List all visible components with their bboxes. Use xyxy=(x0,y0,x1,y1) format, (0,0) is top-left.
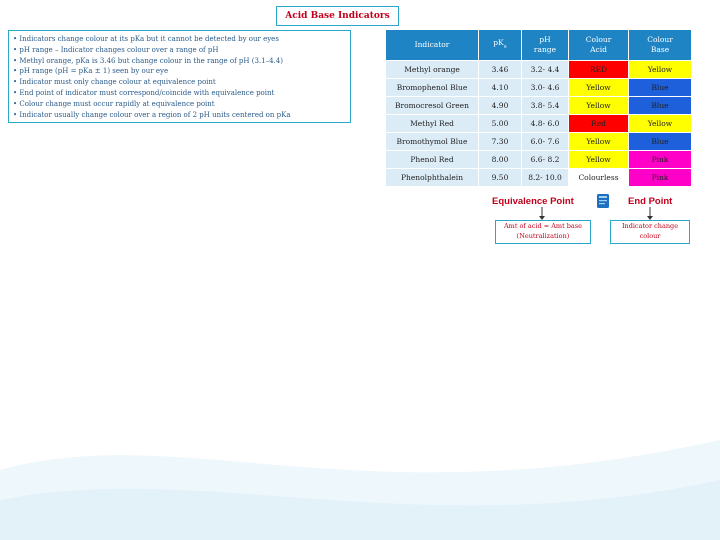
table-header-row xyxy=(386,30,692,61)
ph-range-cell: 3.0- 4.6 xyxy=(522,79,569,97)
pka-cell: 4.90 xyxy=(479,97,522,115)
colour-base-cell: Yellow xyxy=(629,115,692,133)
indicator-name-cell: Phenolphthalein xyxy=(386,169,479,187)
table-row xyxy=(386,61,692,79)
colour-acid-cell: RED xyxy=(569,61,629,79)
bullet-list-box xyxy=(8,30,351,123)
bullet-item: • Indicator must only change colour at equivalence point xyxy=(13,77,346,88)
table-row xyxy=(386,97,692,115)
indicator-name-cell: Phenol Red xyxy=(386,151,479,169)
equivalence-line-1: Amt of acid = Amt base xyxy=(503,222,582,230)
slide-title-text: Acid Base Indicators xyxy=(285,11,390,21)
bullet-item: • Indicator usually change colour over a region of 2 pH units centered on pKa xyxy=(13,110,346,121)
indicator-table xyxy=(385,29,692,187)
ph-range-cell: 6.6- 8.2 xyxy=(522,151,569,169)
pka-cell: 8.00 xyxy=(479,151,522,169)
colour-base-cell: Blue xyxy=(629,133,692,151)
colour-acid-cell: Red xyxy=(569,115,629,133)
indicator-name-cell: Bromophenol Blue xyxy=(386,79,479,97)
header-colour-acid: Colour Acid xyxy=(569,30,629,61)
end-point-line-2: colour xyxy=(639,231,661,240)
indicator-name-cell: Methyl Red xyxy=(386,115,479,133)
pka-cell: 7.30 xyxy=(479,133,522,151)
header-colour-base: Colour Base xyxy=(629,30,692,61)
pka-cell: 5.00 xyxy=(479,115,522,133)
table-row xyxy=(386,151,692,169)
ph-range-cell: 8.2- 10.0 xyxy=(522,169,569,187)
indicator-name-cell: Bromothymol Blue xyxy=(386,133,479,151)
equivalence-point-label: Equivalence Point xyxy=(492,196,574,207)
ph-range-cell: 4.8- 6.0 xyxy=(522,115,569,133)
table-row xyxy=(386,133,692,151)
colour-acid-cell: Yellow xyxy=(569,79,629,97)
bullet-item: • Colour change must occur rapidly at equivalence point xyxy=(13,99,346,110)
colour-base-cell: Yellow xyxy=(629,61,692,79)
bullet-item: • End point of indicator must correspond/coincide with equivalence point xyxy=(13,88,346,99)
colour-base-cell: Blue xyxy=(629,97,692,115)
bullet-list xyxy=(13,34,346,120)
indicator-name-cell: Methyl orange xyxy=(386,61,479,79)
end-point-line-1: Indicator change xyxy=(621,222,679,230)
end-point-label: End Point xyxy=(628,196,673,207)
ph-range-cell: 3.2- 4.4 xyxy=(522,61,569,79)
ph-range-cell: 3.8- 5.4 xyxy=(522,97,569,115)
table-row xyxy=(386,79,692,97)
table-row xyxy=(386,169,692,187)
indicator-name-cell: Bromocresol Green xyxy=(386,97,479,115)
colour-base-cell: Pink xyxy=(629,169,692,187)
bullet-item: • pH range (pH = pKa ± 1) seen by our eye xyxy=(13,66,346,77)
colour-base-cell: Blue xyxy=(629,79,692,97)
end-point-definition-box xyxy=(610,220,690,244)
pka-cell: 9.50 xyxy=(479,169,522,187)
header-indicator: Indicator xyxy=(386,30,479,61)
colour-base-cell: Pink xyxy=(629,151,692,169)
pka-cell: 3.46 xyxy=(479,61,522,79)
colour-acid-cell: Colourless xyxy=(569,169,629,187)
header-ph-range: pH range xyxy=(522,30,569,61)
pka-cell: 4.10 xyxy=(479,79,522,97)
equivalence-definition-box xyxy=(495,220,591,244)
colour-acid-cell: Yellow xyxy=(569,133,629,151)
end-point-arrow xyxy=(645,207,655,221)
book-icon xyxy=(596,193,610,209)
table-body xyxy=(386,61,692,187)
bullet-item: • pH range – Indicator changes colour over a range of pH xyxy=(13,45,346,56)
colour-acid-cell: Yellow xyxy=(569,97,629,115)
equivalence-line-2: (Neutralization) xyxy=(516,231,570,240)
equivalence-arrow xyxy=(537,207,547,221)
table-row xyxy=(386,115,692,133)
bullet-item: • Methyl orange, pKa is 3.46 but change colour in the range of pH (3.1–4.4) xyxy=(13,56,346,67)
bullet-item: • Indicators change colour at its pKa but it cannot be detected by our eyes xyxy=(13,34,346,45)
header-pka: $pK_a$ xyxy=(479,30,522,61)
ph-range-cell: 6.0- 7.6 xyxy=(522,133,569,151)
colour-acid-cell: Yellow xyxy=(569,151,629,169)
slide-title xyxy=(276,6,399,26)
